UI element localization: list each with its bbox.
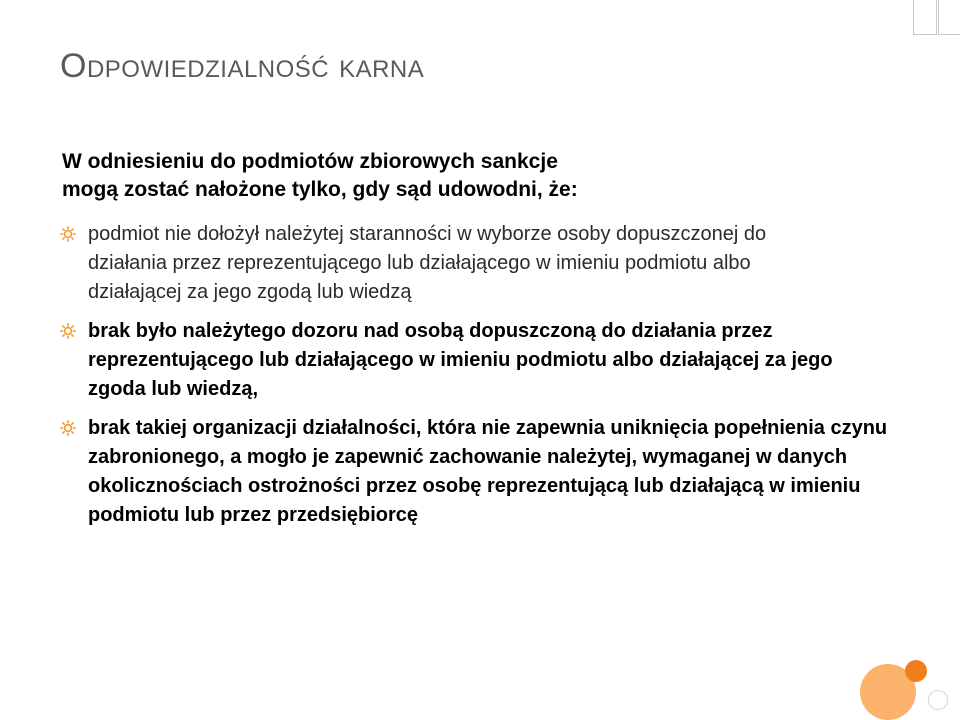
slide-title: Odpowiedzialność karna — [60, 46, 425, 85]
bullet-text: podmiot nie dołożył należytej staranności w wyborze osoby dopuszczonej do działania przez reprezentującego lub działającego w imieniu podmiotu albo działającej za jego zgodą lub wiedzą — [88, 223, 767, 303]
bullet-text: brak takiej organizacji działalności, która nie zapewnia uniknięcia popełnienia czynu zabronionego, a mogło je zapewnić zachowanie należytej, wymaganej w danych okolicznościach ostrożności przez osobę reprezentującą lub działającą w imieniu podmiotu lub przez przedsiębiorcę — [88, 417, 888, 526]
bullet-list — [62, 220, 888, 530]
decorative-rectangle — [938, 0, 960, 35]
decorative-circle — [928, 690, 948, 710]
decorative-circle — [905, 660, 927, 682]
sun-icon — [60, 323, 76, 339]
list-item — [62, 220, 848, 307]
intro-text: W odniesieniu do podmiotów zbiorowych sankcje mogą zostać nałożone tylko, gdy sąd udowodni, że: — [62, 150, 578, 201]
slide-content — [62, 148, 888, 540]
sun-icon — [60, 420, 76, 436]
bullet-text: brak było należytego dozoru nad osobą dopuszczoną do działania przez reprezentującego lub działającego w imieniu podmiotu albo działającej za jego zgoda lub wiedzą, — [88, 320, 833, 400]
sun-icon — [60, 226, 76, 242]
list-item — [62, 414, 888, 530]
decorative-rectangle — [913, 0, 937, 35]
list-item — [62, 317, 868, 404]
